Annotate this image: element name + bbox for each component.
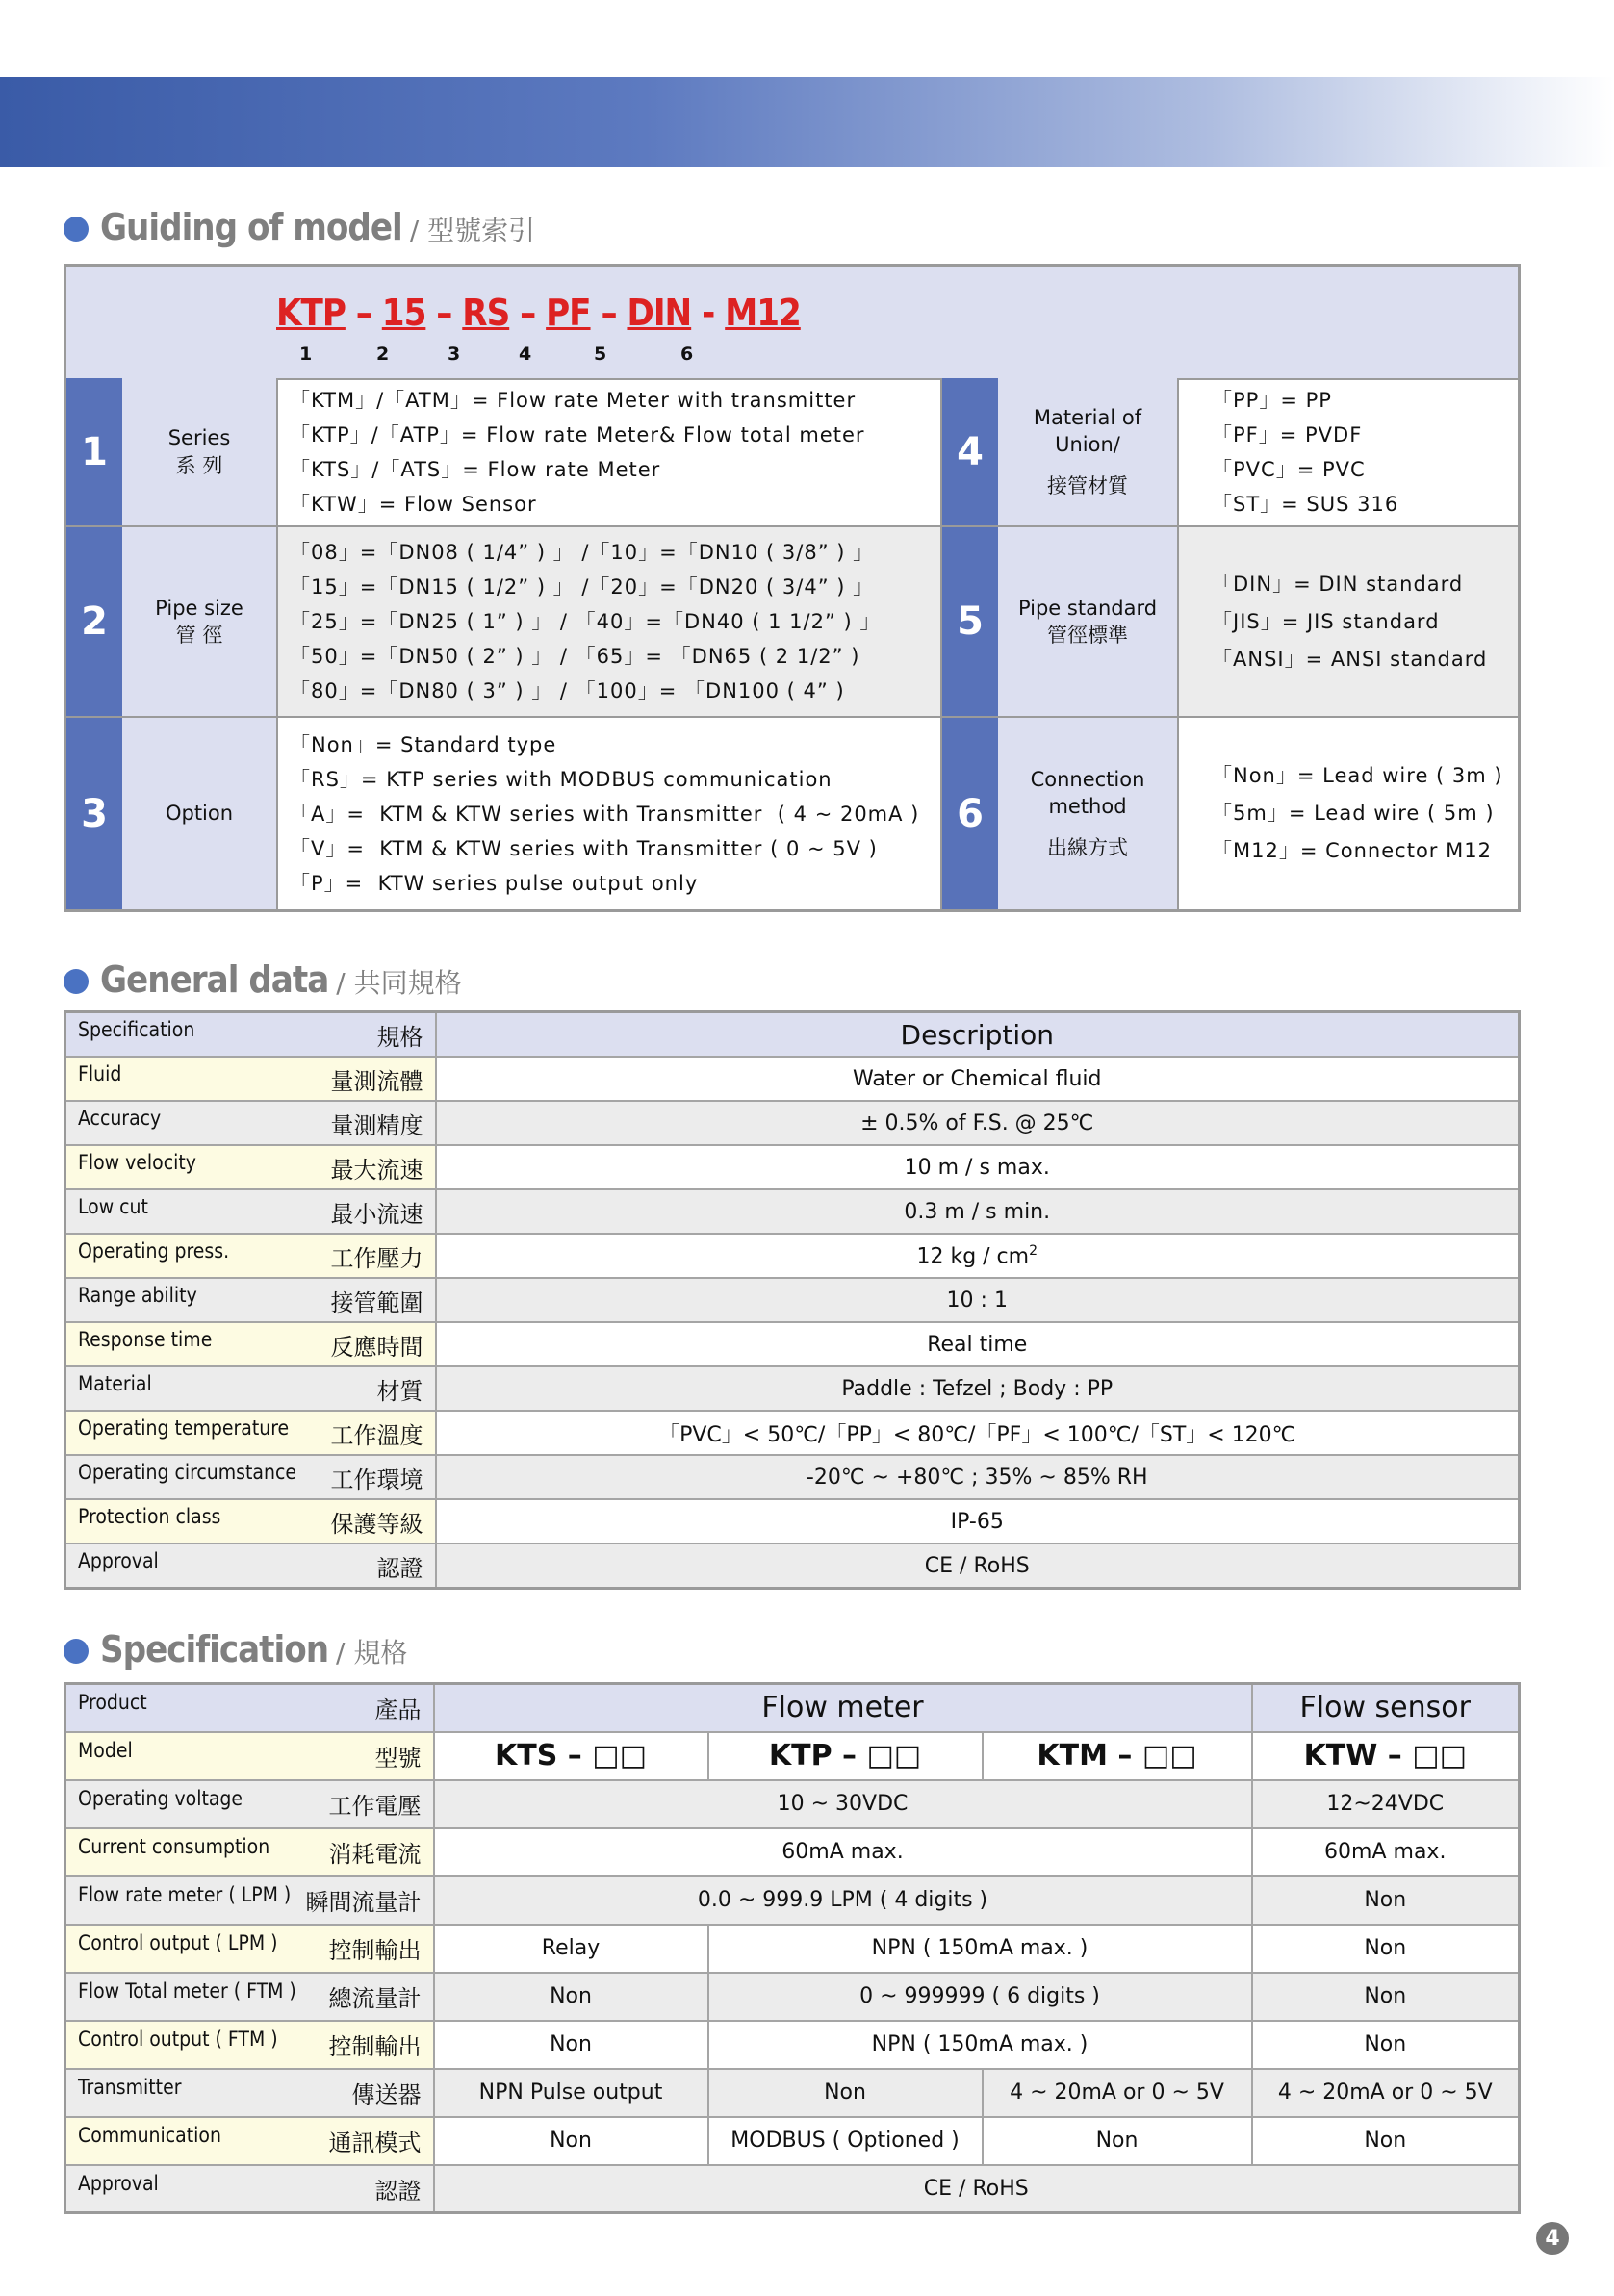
spec-label [65, 1189, 436, 1234]
spec-value: Non [983, 2117, 1252, 2165]
table-row [65, 1499, 1520, 1543]
spec-zh: 反應時間 [330, 1333, 423, 1361]
spec-value: Non [708, 2069, 983, 2117]
spec-en: Material [78, 1371, 152, 1395]
option-line: 「ST」= SUS 316 [1212, 492, 1399, 516]
model-code [276, 292, 801, 334]
table-row [65, 2165, 1520, 2213]
model-code-part-4: PF [546, 292, 591, 334]
spec-value-sup: 2 [1029, 1242, 1038, 1259]
row-label-en: Option [165, 802, 234, 826]
model-code-part-1: KTP [276, 292, 346, 334]
spec-label [65, 1780, 434, 1828]
row-label [122, 527, 276, 716]
table-row [65, 1828, 1520, 1876]
model-code-dash: – [436, 292, 452, 334]
spec-label [65, 1101, 436, 1145]
spec-en: Control output ( FTM ) [78, 2028, 278, 2051]
specification-table [64, 1682, 1521, 2214]
table-row [65, 1189, 1520, 1234]
spec-zh: 產品 [374, 1696, 422, 1724]
table-row [65, 2117, 1520, 2165]
spec-value: Non [434, 2021, 708, 2069]
spec-en: Model [78, 1739, 133, 1762]
spec-zh: 控制輸出 [328, 1937, 422, 1964]
spec-zh: 傳送器 [351, 2081, 422, 2108]
option-line: 「50」=「DN50 ( 2” ) 」 / 「65」= 「DN65 ( 2 1/2” ) [290, 645, 860, 668]
option-line: 「KTM」/「ATM」= Flow rate Meter with transmitter [290, 388, 857, 412]
model-ktm: KTM – □□ [983, 1732, 1252, 1780]
option-line: 「PVC」= PVC [1212, 457, 1366, 481]
spec-value: Non [434, 2117, 708, 2165]
row-label [998, 718, 1177, 909]
model-code-index: 2 [376, 344, 390, 365]
spec-value: 「PVC」< 50℃/「PP」< 80℃/「PF」< 100℃/「ST」< 120℃ [436, 1411, 1520, 1455]
table-header-row [65, 1684, 1520, 1732]
guide-row-3 [66, 718, 1518, 909]
spec-zh: 認證 [376, 1554, 423, 1582]
row-label-zh: 接管材質 [1047, 473, 1128, 497]
option-line: 「KTW」= Flow Sensor [290, 492, 537, 516]
option-line: 「PF」= PVDF [1212, 422, 1363, 446]
spec-label [65, 1145, 436, 1189]
spec-value: 10 m / s max. [436, 1145, 1520, 1189]
model-code-dash: – [520, 292, 536, 334]
spec-en: Accuracy [78, 1106, 162, 1130]
spec-value: Non [1252, 1876, 1520, 1925]
table-row [65, 2069, 1520, 2117]
bullet-icon [64, 217, 89, 242]
model-code-dash: – [601, 292, 617, 334]
header-description: Description [436, 1012, 1520, 1058]
table-row [65, 2021, 1520, 2069]
spec-value: 10 : 1 [436, 1278, 1520, 1322]
option-line: 「ANSI」= ANSI standard [1212, 647, 1488, 671]
divider [276, 527, 278, 716]
table-row [65, 1411, 1520, 1455]
spec-en: Operating voltage [78, 1787, 243, 1810]
spec-value: Real time [436, 1322, 1520, 1366]
section-title-guide [64, 206, 535, 248]
option-line: 「80」=「DN80 ( 3” ) 」 / 「100」= 「DN100 ( 4” ) [290, 679, 845, 702]
spec-label [65, 2165, 434, 2213]
option-line: 「25」=「DN25 ( 1” ) 」 / 「40」=「DN40 ( 1 1/2” ) 」 [290, 610, 882, 633]
row-options [290, 718, 919, 909]
spec-label [65, 1973, 434, 2021]
spec-value: 60mA max. [434, 1828, 1252, 1876]
row-label-en: Pipe standard [1017, 596, 1158, 620]
section-title-zh: / 型號索引 [409, 215, 536, 246]
spec-value: Paddle : Tefzel ; Body : PP [436, 1366, 1520, 1411]
row-number: 2 [66, 527, 122, 716]
spec-value: 10 ~ 30VDC [434, 1780, 1252, 1828]
model-code-index: 5 [594, 344, 607, 365]
divider [1177, 378, 1179, 525]
row-number: 3 [66, 718, 122, 909]
spec-en: Fluid [78, 1061, 122, 1085]
header-spec [65, 1012, 436, 1058]
spec-value: -20℃ ~ +80℃ ; 35% ~ 85% RH [436, 1455, 1520, 1499]
page-number: 4 [1536, 2222, 1569, 2255]
spec-value: 4 ~ 20mA or 0 ~ 5V [1252, 2069, 1520, 2117]
section-title-en: Specification [100, 1628, 329, 1671]
spec-en: Range ability [78, 1283, 197, 1307]
header-spec-en: Specification [78, 1017, 195, 1041]
row-label-en: Series [167, 426, 231, 450]
spec-value: 4 ~ 20mA or 0 ~ 5V [983, 2069, 1252, 2117]
row-label-en: Material of Union/ [1033, 405, 1142, 457]
option-line: 「JIS」= JIS standard [1212, 609, 1440, 633]
spec-zh: 量測流體 [330, 1067, 423, 1095]
spec-value: Non [1252, 1973, 1520, 2021]
spec-label [65, 1876, 434, 1925]
spec-zh: 最小流速 [330, 1200, 423, 1228]
table-row [65, 1234, 1520, 1278]
option-line: 「15」=「DN15 ( 1/2” ) 」 /「20」=「DN20 ( 3/4” ) 」 [290, 575, 875, 599]
table-row [65, 1057, 1520, 1101]
model-ktp: KTP – □□ [708, 1732, 983, 1780]
spec-value-text: 12 kg / cm [916, 1244, 1030, 1269]
spec-zh: 認證 [374, 2177, 422, 2205]
divider [276, 378, 278, 525]
section-title-zh: / 共同規格 [336, 967, 462, 999]
section-title-general [64, 958, 462, 1001]
spec-value: Non [1252, 2021, 1520, 2069]
option-line: 「V」= KTM & KTW series with Transmitter ( 0 ~ 5V ) [290, 836, 878, 860]
section-title-en: General data [100, 958, 329, 1001]
model-ktw: KTW – □□ [1252, 1732, 1520, 1780]
row-label [122, 378, 276, 525]
spec-label [65, 2069, 434, 2117]
spec-label [65, 2021, 434, 2069]
table-row [65, 1732, 1520, 1780]
spec-value: 12~24VDC [1252, 1780, 1520, 1828]
row-number: 6 [942, 718, 998, 909]
spec-label [65, 1278, 436, 1322]
spec-label [65, 1925, 434, 1973]
model-code-part-2: 15 [381, 292, 426, 334]
spec-zh: 工作壓力 [330, 1244, 423, 1272]
row-number: 4 [942, 378, 998, 525]
spec-value: IP-65 [436, 1499, 1520, 1543]
spec-value: 0.3 m / s min. [436, 1189, 1520, 1234]
guide-row-2 [66, 527, 1518, 718]
table-row [65, 1455, 1520, 1499]
row-label-zh: 出線方式 [1047, 835, 1128, 859]
option-line: 「M12」= Connector M12 [1212, 839, 1492, 862]
spec-zh: 保護等級 [330, 1510, 423, 1538]
table-row [65, 1366, 1520, 1411]
spec-en: Low cut [78, 1194, 148, 1218]
spec-value: NPN Pulse output [434, 2069, 708, 2117]
spec-label [65, 1234, 436, 1278]
divider [1177, 527, 1179, 716]
spec-value: 60mA max. [1252, 1828, 1520, 1876]
spec-label [65, 1499, 436, 1543]
option-line: 「08」=「DN08 ( 1/4” ) 」 /「10」=「DN10 ( 3/8” ) 」 [290, 541, 875, 564]
option-line: 「PP」= PP [1212, 388, 1332, 412]
spec-en: Response time [78, 1327, 213, 1351]
spec-label [65, 2117, 434, 2165]
spec-value: Non [1252, 2117, 1520, 2165]
row-label [998, 527, 1177, 716]
spec-value: Water or Chemical fluid [436, 1057, 1520, 1101]
spec-value: Non [434, 1973, 708, 2021]
spec-label [65, 1684, 434, 1732]
option-line: 「Non」= Standard type [290, 732, 557, 756]
section-title-zh: / 規格 [336, 1637, 408, 1669]
guide-row-1 [66, 378, 1518, 527]
row-number: 5 [942, 527, 998, 716]
spec-zh: 型號 [374, 1745, 422, 1772]
row-label-en: Connection method [1030, 767, 1145, 819]
spec-value: 0.0 ~ 999.9 LPM ( 4 digits ) [434, 1876, 1252, 1925]
model-code-header [66, 267, 1518, 380]
table-row [65, 1101, 1520, 1145]
spec-value: Relay [434, 1925, 708, 1973]
spec-en: Approval [78, 1548, 159, 1572]
row-options [290, 527, 881, 716]
model-code-part-3: RS [462, 292, 510, 334]
spec-label [65, 1732, 434, 1780]
divider [1177, 718, 1179, 909]
model-guide-table [64, 264, 1521, 912]
bullet-icon [64, 1639, 89, 1664]
spec-label [65, 1366, 436, 1411]
spec-en: Flow rate meter ( LPM ) [78, 1883, 292, 1906]
row-label-en: Pipe size [155, 596, 243, 620]
spec-en: Communication [78, 2124, 221, 2147]
table-row [65, 1876, 1520, 1925]
table-row [65, 1322, 1520, 1366]
spec-zh: 工作環境 [330, 1466, 423, 1493]
header-banner [0, 77, 1614, 167]
spec-zh: 量測精度 [330, 1111, 423, 1139]
option-line: 「Non」= Lead wire ( 3m ) [1212, 764, 1503, 787]
option-line: 「KTS」/「ATS」= Flow rate Meter [290, 457, 661, 481]
row-options [1212, 378, 1398, 525]
spec-label [65, 1455, 436, 1499]
table-row [65, 1543, 1520, 1589]
spec-zh: 瞬間流量計 [305, 1889, 422, 1916]
spec-zh: 消耗電流 [328, 1841, 422, 1868]
spec-zh: 工作電壓 [328, 1793, 422, 1820]
section-title-en: Guiding of model [100, 206, 402, 248]
row-number: 1 [66, 378, 122, 525]
row-label-zh: 管 徑 [175, 624, 223, 647]
model-kts: KTS – □□ [434, 1732, 708, 1780]
option-line: 「5m」= Lead wire ( 5m ) [1212, 802, 1495, 825]
model-code-part-5: DIN [627, 292, 692, 334]
option-line: 「RS」= KTP series with MODBUS communication [290, 767, 833, 791]
option-line: 「KTP」/「ATP」= Flow rate Meter& Flow total meter [290, 422, 865, 446]
spec-zh: 最大流速 [330, 1156, 423, 1184]
row-options [1212, 718, 1503, 909]
header-flow-meter: Flow meter [434, 1684, 1252, 1732]
model-code-index: 6 [680, 344, 694, 365]
header-spec-zh: 規格 [376, 1023, 423, 1051]
spec-zh: 接管範圍 [330, 1288, 423, 1316]
model-code-hyphen: - [702, 292, 715, 334]
spec-en: Operating temperature [78, 1416, 290, 1440]
divider [276, 718, 278, 909]
row-label-zh: 系 列 [175, 453, 223, 477]
row-options [1212, 527, 1487, 716]
spec-label [65, 1828, 434, 1876]
model-code-index: 4 [519, 344, 532, 365]
table-header-row [65, 1012, 1520, 1058]
spec-value: 0 ~ 999999 ( 6 digits ) [708, 1973, 1252, 2021]
model-code-dash: – [355, 292, 371, 334]
spec-zh: 通訊模式 [328, 2130, 422, 2156]
spec-value: NPN ( 150mA max. ) [708, 2021, 1252, 2069]
spec-zh: 工作溫度 [330, 1421, 423, 1449]
spec-en: Operating circumstance [78, 1460, 296, 1484]
row-label-zh: 管徑標準 [1047, 624, 1128, 647]
spec-value: NPN ( 150mA max. ) [708, 1925, 1252, 1973]
spec-zh: 總流量計 [328, 1985, 422, 2012]
spec-value: CE / RoHS [436, 1543, 1520, 1589]
spec-en: Control output ( LPM ) [78, 1931, 278, 1954]
spec-en: Product [78, 1691, 147, 1715]
spec-en: Flow Total meter ( FTM ) [78, 1979, 296, 2003]
option-line: 「DIN」= DIN standard [1212, 572, 1464, 596]
spec-en: Operating press. [78, 1238, 230, 1263]
option-line: 「A」= KTM & KTW series with Transmitter ( 4 ~ 20mA ) [290, 802, 920, 826]
model-code-part-6: M12 [725, 292, 801, 334]
table-row [65, 1278, 1520, 1322]
spec-label [65, 1057, 436, 1101]
bullet-icon [64, 969, 89, 994]
spec-value: CE / RoHS [434, 2165, 1520, 2213]
row-options [290, 378, 865, 525]
spec-en: Approval [78, 2171, 159, 2195]
spec-value: Non [1252, 1925, 1520, 1973]
spec-label [65, 1322, 436, 1366]
spec-value: MODBUS ( Optioned ) [708, 2117, 983, 2165]
table-row [65, 1145, 1520, 1189]
header-flow-sensor: Flow sensor [1252, 1684, 1520, 1732]
table-row [65, 1925, 1520, 1973]
spec-en: Protection class [78, 1504, 221, 1528]
spec-value [436, 1234, 1520, 1278]
general-data-table [64, 1010, 1521, 1590]
spec-label [65, 1543, 436, 1589]
spec-zh: 控制輸出 [328, 2033, 422, 2060]
spec-value: ± 0.5% of F.S. @ 25℃ [436, 1101, 1520, 1145]
spec-zh: 材質 [376, 1377, 423, 1405]
spec-en: Flow velocity [78, 1150, 196, 1174]
spec-en: Transmitter [78, 2076, 182, 2099]
section-title-spec [64, 1628, 407, 1671]
model-code-index: 1 [299, 344, 313, 365]
model-code-index: 3 [448, 344, 461, 365]
spec-label [65, 1411, 436, 1455]
spec-en: Current consumption [78, 1835, 270, 1858]
table-row [65, 1973, 1520, 2021]
option-line: 「P」= KTW series pulse output only [290, 871, 699, 895]
row-label [998, 378, 1177, 525]
table-row [65, 1780, 1520, 1828]
row-label [122, 718, 276, 909]
